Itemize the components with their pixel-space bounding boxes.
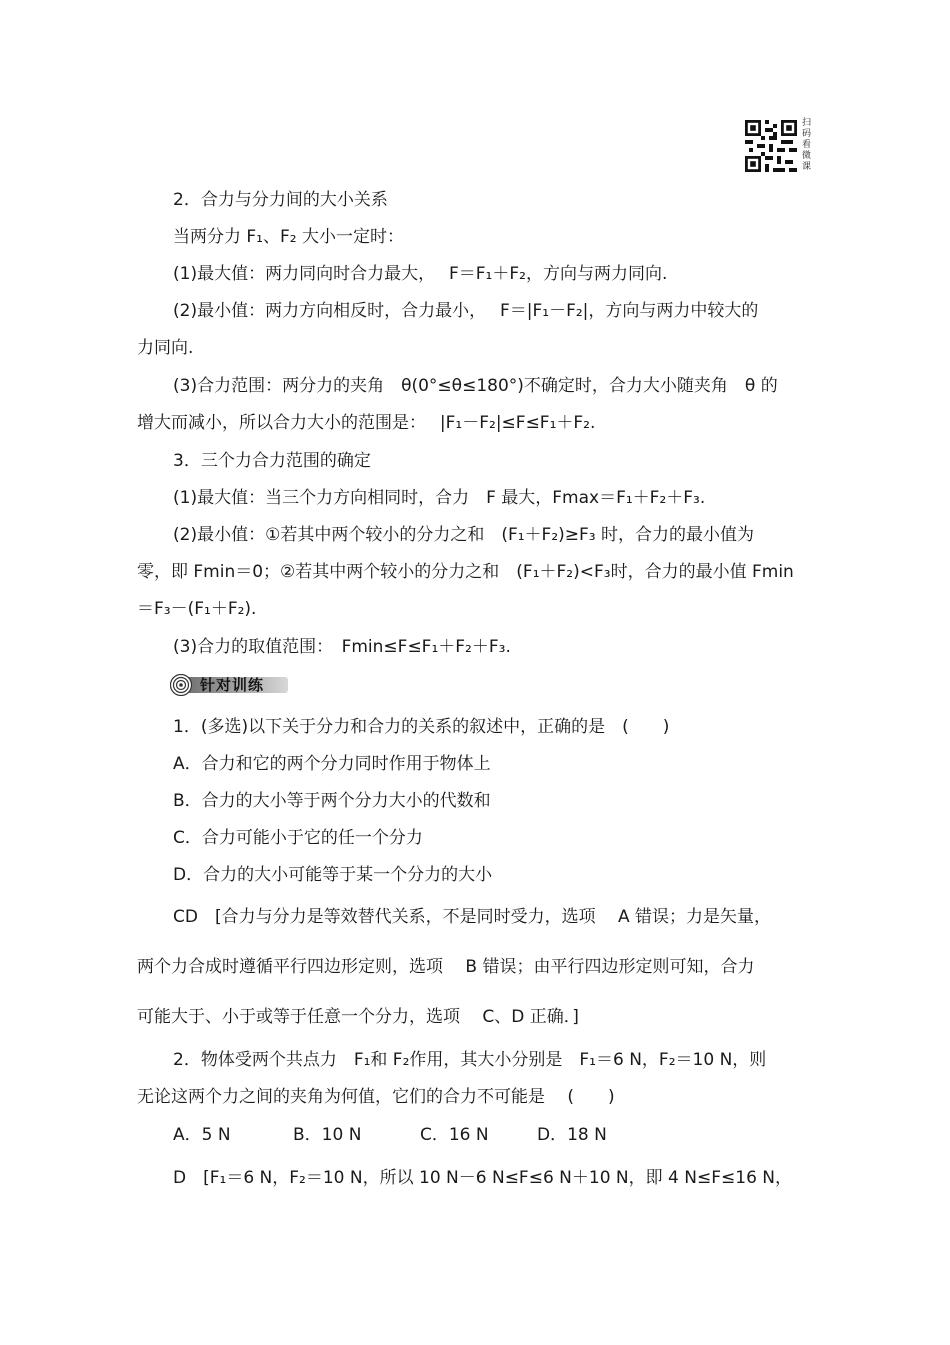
section-3-min-line3: ＝F₃－(F₁＋F₂). xyxy=(137,599,257,619)
q1-stem: 1．(多选)以下关于分力和合力的关系的叙述中，正确的是 ( ) xyxy=(173,717,670,737)
section-2-range-line2: 增大而减小，所以合力大小的范围是： |F₁－F₂|≤F≤F₁＋F₂. xyxy=(137,413,596,433)
section-2-title: 2．合力与分力间的大小关系 xyxy=(173,190,388,210)
q1-option-b: B．合力的大小等于两个分力大小的代数和 xyxy=(173,791,491,811)
section-3-min-line1: (2)最小值：①若其中两个较小的分力之和 (F₁＋F₂)≥F₃ 时，合力的最小值为 xyxy=(173,525,755,545)
section-2-min-line1: (2)最小值：两力方向相反时，合力最小， F＝|F₁－F₂|，方向与两力中较大的 xyxy=(173,301,759,321)
q1-option-c: C．合力可能小于它的任一个分力 xyxy=(173,828,423,848)
section-2-max: (1)最大值：两力同向时合力最大， F＝F₁＋F₂，方向与两力同向. xyxy=(173,264,668,284)
q2-option-c: C．16 N xyxy=(420,1125,489,1145)
section-3-min-line2: 零，即 Fmin＝0；②若其中两个较小的分力之和 (F₁＋F₂)<F₃时，合力的最小值 Fmin xyxy=(137,562,794,582)
q2-option-d: D．18 N xyxy=(537,1125,607,1145)
section-2-intro: 当两分力 F₁、F₂ 大小一定时： xyxy=(173,227,404,247)
q2-answer-line1: D [F₁＝6 N，F₂＝10 N，所以 10 N－6 N≤F≤6 N＋10 N，即 4 N≤F≤16 N， xyxy=(173,1168,793,1188)
practice-badge-label: 针对训练 xyxy=(200,676,265,694)
qr-caption: 扫码看微课 xyxy=(802,118,812,172)
q1-answer-line3: 可能大于、小于或等于任意一个分力，选项 C、D 正确．] xyxy=(137,1007,579,1027)
q1-answer-line1: CD [合力与分力是等效替代关系，不是同时受力，选项 A 错误；力是矢量， xyxy=(173,907,772,927)
section-2-range-line1: (3)合力范围：两分力的夹角 θ(0°≤θ≤180°)不确定时，合力大小随夹角 θ 的 xyxy=(173,376,778,396)
section-3-max: (1)最大值：当三个力方向相同时，合力 F 最大，Fmax＝F₁＋F₂＋F₃. xyxy=(173,488,706,508)
q2-stem-line1: 2．物体受两个共点力 F₁和 F₂作用，其大小分别是 F₁＝6 N，F₂＝10 N，则 xyxy=(173,1050,767,1070)
q1-option-d: D．合力的大小可能等于某一个分力的大小 xyxy=(173,865,493,885)
q2-option-a: A．5 N xyxy=(173,1125,231,1145)
section-3-range: (3)合力的取值范围： Fmin≤F≤F₁＋F₂＋F₃. xyxy=(173,637,511,657)
section-3-title: 3．三个力合力范围的确定 xyxy=(173,451,371,471)
q1-answer-line2: 两个力合成时遵循平行四边形定则，选项 B 错误；由平行四边形定则可知，合力 xyxy=(137,957,755,977)
q2-stem-line2: 无论这两个力之间的夹角为何值，它们的合力不可能是 ( ) xyxy=(137,1087,615,1107)
q1-option-a: A．合力和它的两个分力同时作用于物体上 xyxy=(173,754,491,774)
qr-code-icon xyxy=(745,120,797,172)
q2-option-b: B．10 N xyxy=(293,1125,362,1145)
section-2-min-line2: 力同向. xyxy=(137,338,194,358)
